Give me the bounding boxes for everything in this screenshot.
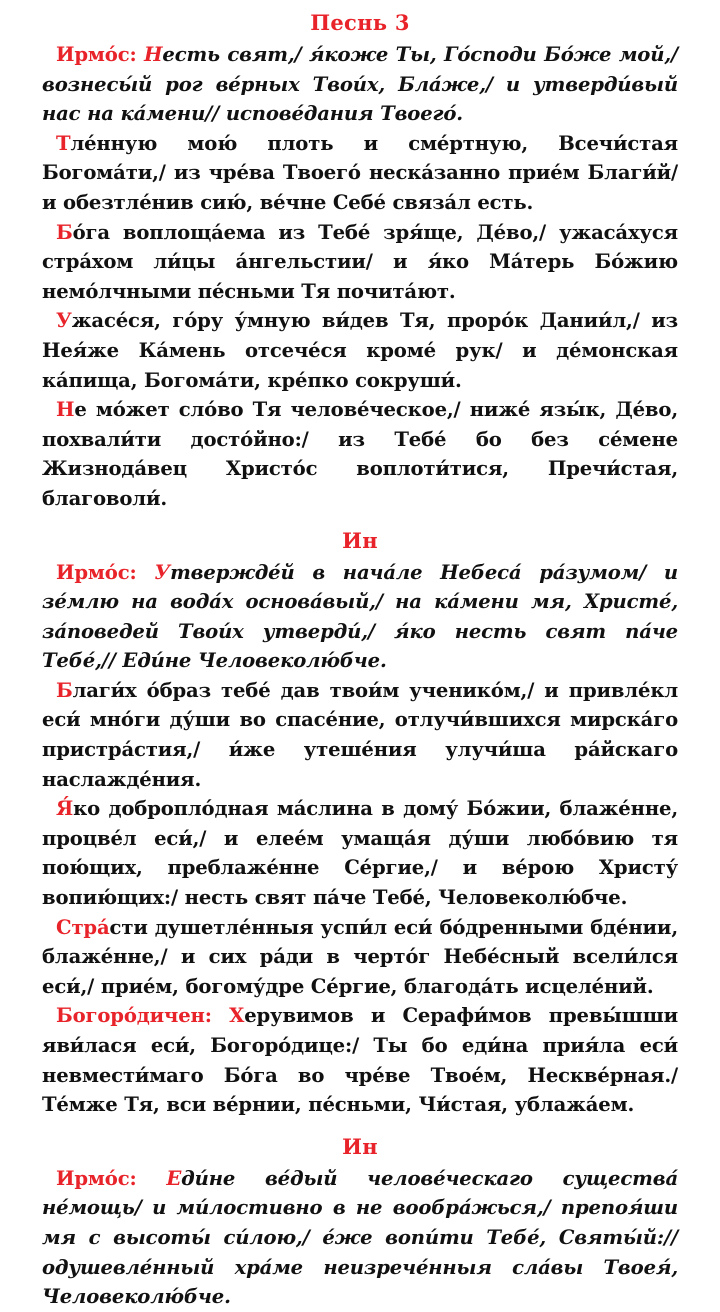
paragraph-text: ди́не ве́дый челове́ческаго существа́ не́мощь/ и ми́лостивно в не вообра́жься,/ препоя́ши мя с высоты́ си́лою,/ е́же вопи́ти Тебе́, Святы́й:// одушевле́нный хра́ме неизрече́нныя сла́вы Твоея́, Человеколю́бче. <box>42 1166 678 1309</box>
hymn-paragraph <box>42 1164 678 1312</box>
hymn-paragraph <box>42 913 678 1002</box>
paragraph-text: о́га воплоща́ема из Тебе́ зря́ще, Де́во,/ ужаса́хуся стра́хом ли́цы а́нгельстии/ и я́ко Ма́терь Бо́жию немо́лчными пе́сньми Тя почита́ют. <box>42 220 678 303</box>
paragraph-text: твержде́й в нача́ле Небеса́ ра́зумом/ и зе́млю на вода́х основа́вый,/ на ка́мени мя, Христе́, за́поведей Твои́х утверди́,/ я́ко несть свят па́че Тебе́,// Еди́не Человеколю́бче. <box>42 560 678 673</box>
hymn-paragraph <box>42 558 678 676</box>
hymn-paragraph <box>42 794 678 912</box>
paragraph-text: жасе́ся, го́ру у́мную ви́дев Тя, проро́к Дании́л,/ из Нея́же Ка́мень отсече́ся кроме́ рук/ и де́монская ка́пища, Богома́ти, кре́пко сокруши́. <box>42 309 678 392</box>
section-heading: Ин <box>342 1133 378 1159</box>
hymn-paragraph <box>42 306 678 395</box>
initial-letter: Я́ <box>56 797 74 821</box>
paragraph-text: е мо́жет сло́во Тя челове́ческое,/ ниже́ язы́к, Де́во, похвали́ти досто́йно:/ из Тебе́ бо без се́мене Жизнода́вец Христо́с воплоти́тися, Пречи́стая, благоволи́. <box>42 398 678 510</box>
paragraph-text: сти душетле́нныя успи́л еси́ бо́дренными бде́нии, блаже́нне,/ и сих ра́ди в черто́г Небе́сный всели́лся еси́,/ прие́м, богому́дре Се́ргие, благода́ть исцеле́ний. <box>42 915 678 998</box>
initial-letter: Стра́ <box>56 915 110 939</box>
liturgical-text-page <box>42 6 678 1312</box>
paragraph-label: Ирмо́с: <box>56 43 145 66</box>
paragraph-text: лаги́х о́браз тебе́ дав твои́м ученико́м,/ и привле́кл еси́ мно́ги ду́ши во спасе́ние, отлучи́вшихся мирска́го пристра́стия,/ и́же утеше́ния улучи́ша ра́йскаго наслажде́ния. <box>42 678 678 791</box>
section-heading: Ин <box>342 527 378 553</box>
initial-letter: У <box>56 309 72 333</box>
hymn-paragraph <box>42 218 678 307</box>
initial-letter: Е <box>166 1166 182 1190</box>
hymn-paragraph <box>42 395 678 513</box>
paragraph-text: ерувимов и Серафи́мов превы́шши яви́лася еси́, Богоро́дице:/ Ты бо еди́на прия́ла еси́ невмести́маго Бо́га во чре́ве Твое́м, Нескве́рная./ Те́мже Тя, вси ве́рнии, пе́сньми, Чи́стая, ублажа́ем. <box>42 1004 678 1117</box>
section-heading: Песнь 3 <box>310 10 410 35</box>
paragraph-text: ле́нную мою́ плоть и сме́ртную, Всечи́стая Богома́ти,/ из чре́ва Твоего́ неска́занно прие́м Благи́й/ и обезтле́нив сию́, ве́чне Себе́ связа́л есть. <box>42 131 678 214</box>
paragraph-label: Ирмо́с: <box>56 1166 167 1190</box>
initial-letter: Х <box>229 1004 245 1028</box>
hymn-paragraph <box>42 40 678 129</box>
hymn-paragraph <box>42 129 678 218</box>
paragraph-text: есть свят,/ я́коже Ты, Го́споди Бо́же мой,/ вознесы́й рог ве́рных Твои́х, Бла́же,/ и утверди́вый нас на ка́мени// испове́дания Твоего́. <box>42 43 678 126</box>
paragraph-label: Богоро́дичен: <box>56 1004 230 1028</box>
initial-letter: Т <box>56 131 71 155</box>
paragraph-label: Ирмо́с: <box>56 560 155 584</box>
hymn-paragraph <box>42 676 678 794</box>
initial-letter: Н <box>144 43 163 66</box>
initial-letter: Б <box>56 220 73 244</box>
initial-letter: Н <box>56 398 75 422</box>
initial-letter: Б <box>56 678 73 702</box>
paragraph-text: ко доброплóдная ма́слина в дому́ Бо́жии, блаже́нне, процве́л еси́,/ и елее́м умаща́я ду́ши любо́вию тя пою́щих, преблаже́нне Се́ргие,/ и ве́рою Христу́ вопию́щих:/ несть свят па́че Тебе́, Человеколю́бче. <box>42 797 678 910</box>
initial-letter: У <box>154 560 171 584</box>
hymn-paragraph <box>42 1001 678 1119</box>
